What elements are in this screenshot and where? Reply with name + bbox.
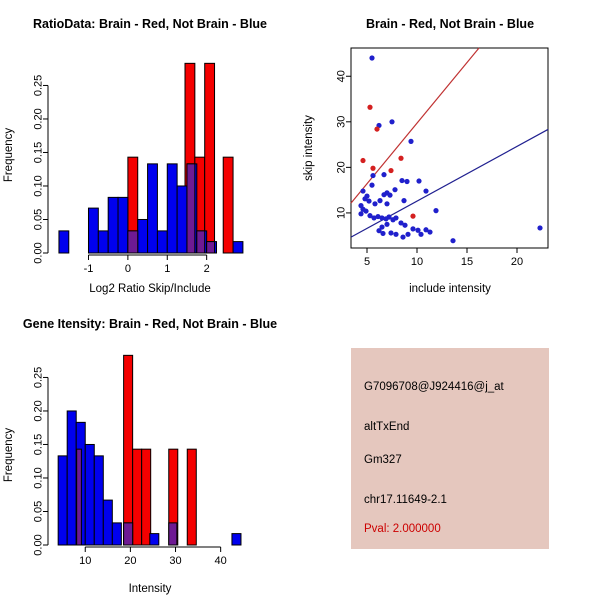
svg-text:20: 20 bbox=[124, 555, 137, 567]
svg-text:0.05: 0.05 bbox=[32, 500, 45, 523]
svg-text:0.25: 0.25 bbox=[32, 74, 45, 97]
scatter-ylabel: skip intensity bbox=[303, 115, 315, 181]
scatter-title: Brain - Red, Not Brain - Blue bbox=[365, 17, 535, 31]
scatter-chart bbox=[300, 0, 600, 300]
ratio-histogram-title: RatioData: Brain - Red, Not Brain - Blue bbox=[32, 17, 268, 31]
svg-text:0.15: 0.15 bbox=[32, 433, 45, 456]
scatter-xlabel: include intensity bbox=[409, 283, 491, 295]
svg-text:40: 40 bbox=[335, 70, 348, 83]
svg-text:0.20: 0.20 bbox=[32, 108, 45, 130]
svg-text:2: 2 bbox=[203, 263, 210, 275]
svg-text:0.00: 0.00 bbox=[32, 534, 45, 556]
svg-text:5: 5 bbox=[363, 256, 371, 268]
svg-text:0.20: 0.20 bbox=[32, 400, 45, 422]
svg-text:30: 30 bbox=[335, 115, 348, 128]
gene-symbol-text: Gm327 bbox=[364, 454, 402, 466]
svg-text:40: 40 bbox=[214, 555, 227, 567]
svg-text:15: 15 bbox=[460, 256, 474, 268]
svg-text:10: 10 bbox=[335, 206, 348, 220]
svg-text:20: 20 bbox=[510, 256, 524, 268]
svg-text:1: 1 bbox=[164, 263, 171, 275]
splice-event-type-text: altTxEnd bbox=[364, 421, 410, 433]
genomic-location-text: chr17.11649-2.1 bbox=[364, 494, 447, 506]
svg-text:10: 10 bbox=[79, 555, 92, 567]
pvalue-text: Pval: 2.000000 bbox=[364, 523, 441, 535]
svg-text:0.05: 0.05 bbox=[32, 208, 45, 231]
gene-histogram-title: Gene Itensity: Brain - Red, Not Brain - Blue bbox=[22, 317, 278, 331]
svg-text:-1: -1 bbox=[83, 263, 94, 275]
ratio-histogram-ylabel: Frequency bbox=[3, 127, 15, 183]
probe-info-panel bbox=[351, 348, 549, 549]
ratio-histogram-chart bbox=[0, 0, 300, 300]
gene-histogram-chart bbox=[0, 300, 300, 600]
ratio-histogram-xlabel: Log2 Ratio Skip/Include bbox=[89, 283, 211, 295]
svg-text:0.00: 0.00 bbox=[32, 242, 45, 264]
svg-text:30: 30 bbox=[169, 555, 182, 567]
svg-text:0: 0 bbox=[124, 263, 131, 275]
svg-text:0.15: 0.15 bbox=[32, 141, 45, 164]
svg-text:0.25: 0.25 bbox=[32, 366, 45, 389]
svg-text:20: 20 bbox=[335, 161, 348, 174]
probe-id-text: G7096708@J924416@j_at bbox=[364, 381, 504, 393]
gene-histogram-xlabel: Intensity bbox=[128, 583, 172, 595]
svg-text:10: 10 bbox=[410, 256, 424, 268]
svg-text:0.10: 0.10 bbox=[32, 467, 45, 489]
svg-text:0.10: 0.10 bbox=[32, 175, 45, 197]
gene-histogram-ylabel: Frequency bbox=[3, 427, 15, 483]
